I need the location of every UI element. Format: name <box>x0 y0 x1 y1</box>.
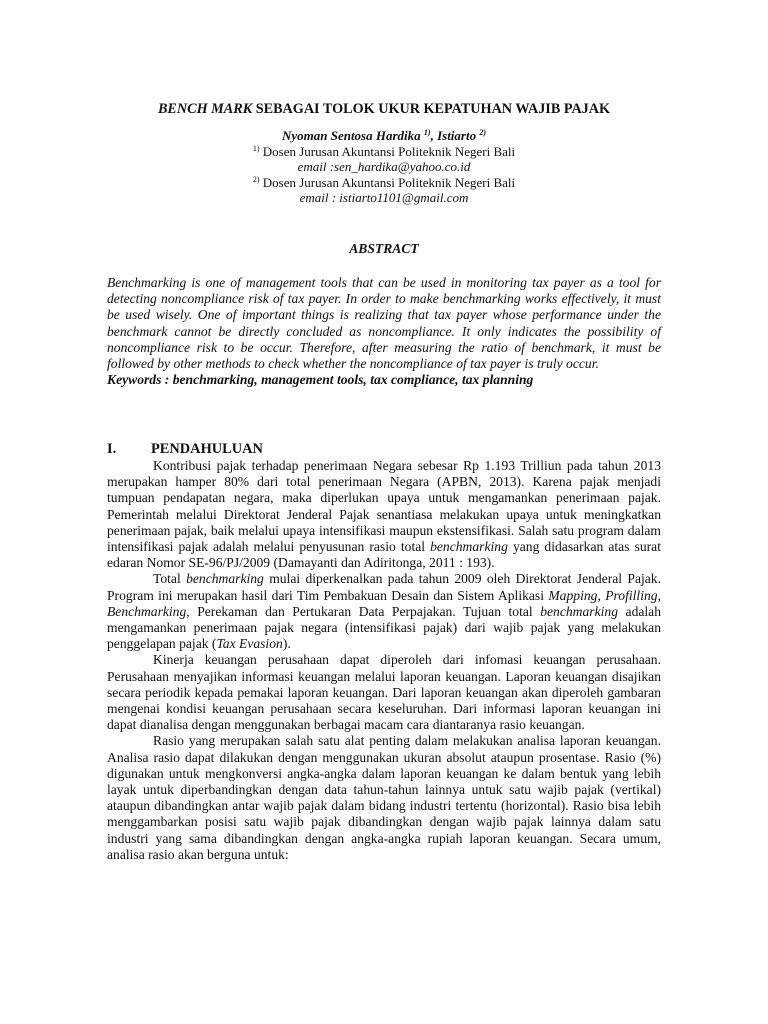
author-separator: , Istiarto <box>430 128 480 143</box>
paper-title <box>0 101 768 118</box>
paragraph-2-emphasis-3: Profilling <box>605 587 658 603</box>
paragraph-2-emphasis-4: Benchmarking <box>107 603 187 619</box>
paragraph-3: Kinerja keuangan perusahaan dapat diperoleh dari infomasi keuangan perusahaan. Perusahaan menyajikan informasi keuangan melalui laporan keuangan. Laporan keuangan disajikan secara periodik kepada pemakai laporan keuangan. Dari laporan keuangan akan diperoleh gambaran mengenai kondisi keuangan perusahaan secara keseluruhan. Dari informasi laporan keuangan ini dapat dianalisa dengan menggunakan berbagai macam cara diantaranya rasio keuangan. <box>107 652 661 733</box>
section-heading <box>107 441 263 457</box>
affiliation-1 <box>0 144 768 160</box>
paragraph-2 <box>107 571 661 652</box>
email-2: email : istiarto1101@gmail.com <box>299 190 469 206</box>
paragraph-2-part-f: adalah mengamankan penerimaan pajak negara (intensifikasi pajak) dari wajib pajak yang melakukan penggelapan pajak ( <box>107 603 662 652</box>
paragraph-1 <box>107 458 661 571</box>
author-names <box>0 128 768 144</box>
paragraph-2-emphasis-1: benchmarking <box>186 571 264 587</box>
abstract-heading: ABSTRACT <box>349 241 419 256</box>
body-text <box>107 458 661 863</box>
paragraph-2-part-b: mulai diperkenalkan pada tahun 2009 oleh Direktorat Jenderal Pajak. Program ini merupakan hasil dari Tim Pembakuan Desain dan Sistem Aplikasi <box>107 571 661 603</box>
paragraph-2-part-e: , Perekaman dan Pertukaran Data Perpajakan. Tujuan total <box>186 603 541 619</box>
paragraph-1-emphasis: benchmarking <box>430 539 508 555</box>
affiliation-2-marker: 2) <box>252 174 260 184</box>
paragraph-1-end: yang didasarkan atas surat edaran Nomor SE-96/PJ/2009 (Damayanti dan Adiritonga, 2011 : 193). <box>107 539 661 571</box>
affiliation-1-text: Dosen Jurusan Akuntansi Politeknik Negeri Bali <box>259 143 516 159</box>
author-2-marker: 2) <box>479 128 487 137</box>
affiliation-2 <box>0 175 768 191</box>
author-1-marker: 1) <box>423 128 431 137</box>
paragraph-1-text: Kontribusi pajak terhadap penerimaan Negara sebesar Rp 1.193 Trilliun pada tahun 2013 merupakan hamper 80% dari total penerimaan Negara (APBN, 2013). Karena pajak menjadi tumpuan pendapatan negara, maka diperlukan upaya untuk mengamankan penerimaan pajak. Pemerintah melalui Direktorat Jenderal Pajak senantiasa melakukan upaya untuk meningkatkan penerimaan pajak, baik melalui upaya intensifikasi maupun ekstensifikasi. Salah satu program dalam intensifikasi pajak adalah melalui penyusunan rasio total <box>107 458 661 555</box>
paragraph-2-part-d: , <box>657 587 661 603</box>
abstract-text: Benchmarking is one of management tools that can be used in monitoring tax payer as a tool for detecting noncompliance risk of tax payer. In order to make benchmarking works effectively, it must be used wisely. One of important things is realizing that tax payer whose performance under the benchmark cannot be directly concluded as noncompliance. It only indicates the possibility of noncompliance risk to be occur. Therefore, after measuring the ratio of benchmark, it must be followed by other methods to check whether the noncompliance of tax payer is truly occur. <box>107 275 661 372</box>
paragraph-2-emphasis-5: benchmarking <box>540 603 618 619</box>
section-title: PENDAHULUAN <box>151 441 263 457</box>
author-block <box>0 128 768 206</box>
paragraph-2-part-a: Total <box>153 571 187 587</box>
keywords: Keywords : benchmarking, management tools, tax compliance, tax planning <box>107 372 534 388</box>
paper-title-italic: BENCH MARK <box>157 101 253 117</box>
paper-title-rest: SEBAGAI TOLOK UKUR KEPATUHAN WAJIB PAJAK <box>252 101 611 117</box>
affiliation-1-marker: 1) <box>252 143 260 153</box>
abstract-section <box>107 275 661 388</box>
paragraph-2-part-g: ). <box>282 636 291 652</box>
paragraph-4: Rasio yang merupakan salah satu alat penting dalam melakukan analisa laporan keuangan. Analisa rasio dapat dilakukan dengan menggunakan ukuran absolut ataupun prosentase. Rasio (%) digunakan untuk mengkonversi angka-angka dalam laporan keuangan ke dalam bentuk yang lebih layak untuk diperbandingkan dengan data tahun-tahun lainnya untuk satu wajib pajak (vertikal) ataupun dibandingkan antar wajib pajak dalam bidang industri tertentu (horizontal). Rasio bisa lebih menggambarkan posisi satu wajib pajak dibandingkan dengan wajib pajak lainnya dalam satu industri yang sama dibandingkan dengan angka-angka rupiah laporan keuangan. Secara umum, analisa rasio akan berguna untuk: <box>107 733 661 862</box>
paragraph-2-emphasis-6: Tax Evasion <box>216 636 283 652</box>
paragraph-2-part-c: , <box>597 587 606 603</box>
section-number: I. <box>107 441 117 457</box>
paragraph-2-emphasis-2: Mapping <box>548 587 598 603</box>
affiliation-2-text: Dosen Jurusan Akuntansi Politeknik Negeri Bali <box>259 174 516 190</box>
author-1: Nyoman Sentosa Hardika <box>281 128 424 143</box>
email-1: email :sen_hardika@yahoo.co.id <box>297 159 471 175</box>
